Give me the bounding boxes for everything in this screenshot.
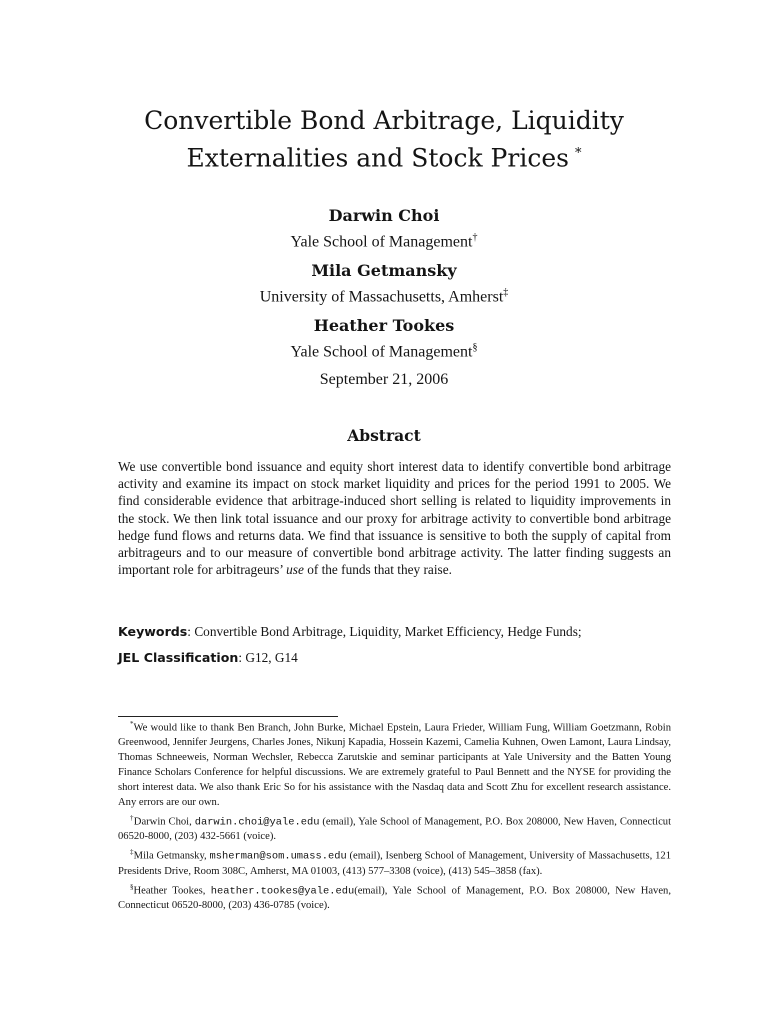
affiliation-mark: § <box>472 342 478 353</box>
email-link[interactable]: darwin.choi@yale.edu <box>194 816 320 829</box>
abstract-heading: Abstract <box>347 426 421 445</box>
affiliation-mark: † <box>472 232 478 243</box>
publication-date: September 21, 2006 <box>319 371 449 388</box>
footnote-acknowledgements: *We would like to thank Ben Branch, John Burke, Michael Epstein, Laura Frieder, William Fung, William Goetzmann, Robin Greenwood, Jennifer Jeurgens, Charles Jones, Nikunj Kapadia, Hossein Kazemi, Camelia Kuhnen, Owen Lamont, Laura Lindsay, Thomas Schneeweis, Norman Wechsler, Rebecca Zarutskie and seminar participants at Yale University and the Batten Young Finance Scholars Conference for helpful discussions. We are extremely grateful to Paul Bennett and the NYSE for providing the short interest data. We also thank Eric So for his assistance with the Nasdaq data and Scott Zhu for excellent research assistance. Any errors are our own. <box>118 720 671 809</box>
keywords-label: Keywords <box>118 624 188 639</box>
author-affiliation: Yale School of Management† <box>290 232 478 251</box>
author-name: Mila Getmansky <box>311 261 457 280</box>
affiliation-mark: ‡ <box>503 287 509 298</box>
title-line-2: Externalities and Stock Prices <box>186 143 569 173</box>
title-line-1: Convertible Bond Arbitrage, Liquidity <box>144 106 624 135</box>
author-affiliation: Yale School of Management§ <box>290 342 478 361</box>
footnote-author-tookes: §Heather Tookes, heather.tookes@yale.edu(email), Yale School of Management, P.O. Box 208000, New Haven, Connecticut 06520-8000, (203) 436-0785 (voice). <box>118 882 672 912</box>
author-name: Darwin Choi <box>328 206 440 225</box>
footnotes <box>118 717 671 914</box>
keywords <box>118 624 678 640</box>
author-affiliation: University of Massachusetts, Amherst‡ <box>259 287 509 306</box>
paper-title <box>90 104 678 174</box>
author-name: Heather Tookes <box>313 316 455 335</box>
footnote-author-getmansky: ‡Mila Getmansky, msherman@som.umass.edu (email), Isenberg School of Management, University of Massachusetts, 121 Presidents Drive, Room 308C, Amherst, MA 01003, (413) 577–3308 (voice), (413) 545–3858 (fax). <box>118 848 671 877</box>
keywords-value: : Convertible Bond Arbitrage, Liquidity, Market Efficiency, Hedge Funds; <box>187 624 582 639</box>
author-block-1 <box>0 205 768 253</box>
abstract-emphasis: use <box>286 562 304 578</box>
jel-label: JEL Classification <box>118 650 239 665</box>
email-link[interactable]: msherman@som.umass.edu <box>209 850 347 863</box>
footnote-author-choi: †Darwin Choi, darwin.choi@yale.edu (email), Yale School of Management, P.O. Box 208000, New Haven, Connecticut 06520-8000, (203) 432-5661 (voice). <box>118 813 672 843</box>
abstract-text: We use convertible bond issuance and equity short interest data to identify convertible bond arbitrage activity and examine its impact on stock market liquidity and prices for the period 1991 to 2005. We find considerable evidence that arbitrage-induced short selling is related to liquidity improvements in the stock. We then link total issuance and our proxy for arbitrage activity to convertible bond arbitrage hedge fund flows and returns data. We find that issuance is sensitive to both the supply of capital from arbitrageurs and to our measure of convertible bond arbitrage activity. The latter finding suggests an important role for arbitrageurs’ use of the funds that they raise. <box>118 459 671 578</box>
author-block-3 <box>0 315 768 363</box>
email-link[interactable]: heather.tookes@yale.edu <box>210 885 355 898</box>
title-footnote-mark: * <box>574 146 582 161</box>
jel-value: : G12, G14 <box>238 650 298 665</box>
author-block-2 <box>0 260 768 308</box>
jel-classification <box>118 650 678 666</box>
